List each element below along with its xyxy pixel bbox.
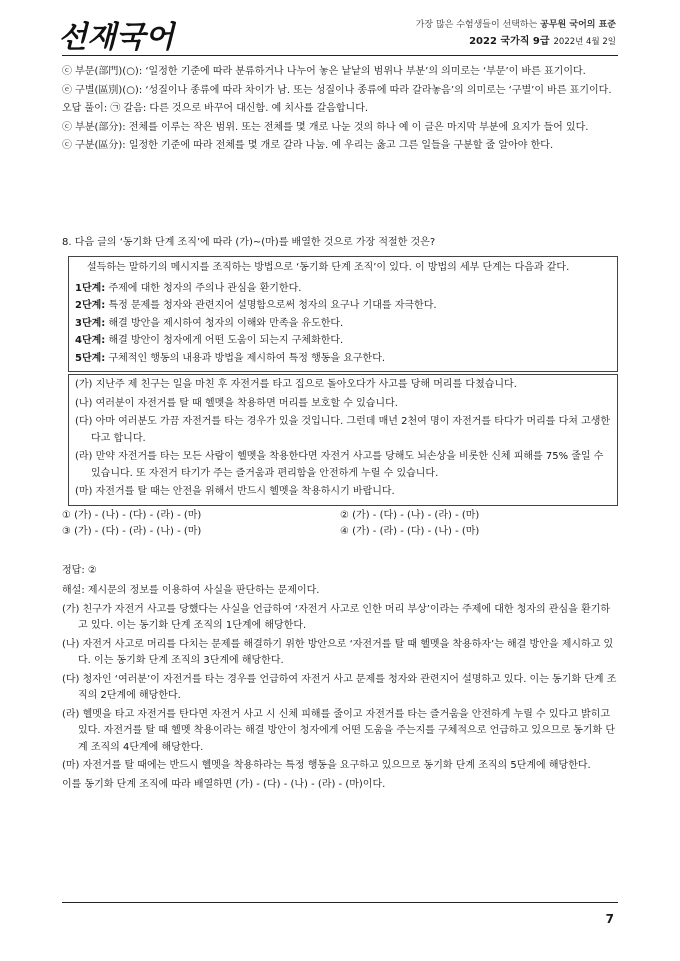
option-3: ③ (가) - (다) - (라) - (나) - (마) xyxy=(62,526,202,537)
passage-item: (가) 지난주 제 친구는 일을 마친 후 자전거를 타고 집으로 돌아오다가 사고를 당해 머리를 다쳤습니다. xyxy=(75,379,517,390)
header-info xyxy=(416,18,616,50)
passage-item: (다) 아마 여러분도 가끔 자전거를 타는 경우가 있을 것입니다. 그런데 매년 2천여 명이 자전거를 타다가 머리를 다쳐 고생한다고 합니다. xyxy=(75,416,611,444)
passage-item: (라) 만약 자전거를 타는 모든 사람이 헬멧을 착용한다면 자전거 사고를 당해도 뇌손상을 비롯한 신체 피해를 75% 줄일 수 있습니다. 또 자전거 타기가 주는 즐거움과 편리함을 안전하게 누릴 수 있습니다. xyxy=(75,451,604,479)
page-content xyxy=(62,64,618,795)
exam-title: 2022 국가직 9급 xyxy=(469,36,550,47)
explanation-line: (나) 자전거 사고로 머리를 다치는 문제를 해결하기 위한 방안으로 ‘자전거를 탈 때 헬멧을 착용하자’는 해결 방안을 제시하고 있다. 이는 동기화 단계 조직의 3단계에 해당한다. xyxy=(62,638,614,666)
prev-line: 오답 풀이: ㉠ 갈음: 다른 것으로 바꾸어 대신함. 예 치사를 갈음합니다. xyxy=(62,103,369,114)
prev-explanation xyxy=(62,64,618,155)
items-box xyxy=(68,374,618,506)
page-number: 7 xyxy=(605,912,614,926)
passage-box xyxy=(68,256,618,372)
option-1: ① (가) - (나) - (다) - (라) - (마) xyxy=(62,509,202,521)
explanation-line: (가) 친구가 자전거 사고를 당했다는 사실을 언급하여 ‘자전거 사고로 인한 머리 부상’이라는 주제에 대한 청자의 관심을 환기하고 있다. 이는 동기화 단계 조직의 1단계에 해당한다. xyxy=(62,603,611,631)
step-item: 2단계: 특정 문제를 청자와 관련지어 설명함으로써 청자의 요구나 기대를 자극한다. xyxy=(75,300,437,311)
passage-intro: 설득하는 말하기의 메시지를 조직하는 방법으로 ‘동기화 단계 조직’이 있다. 이 방법의 세부 단계는 다음과 같다. xyxy=(87,262,570,273)
svg-text:선재국어: 선재국어 xyxy=(58,20,174,54)
passage-item: (나) 여러분이 자전거를 탈 때 헬멧을 착용하면 머리를 보호할 수 있습니다. xyxy=(75,397,398,409)
prev-line: ⓒ 부문(部門)(○): ‘일정한 기준에 따라 분류하거나 나누어 놓은 낱낱의 범위나 부분’의 의미로는 ‘부문’이 바른 표기이다. xyxy=(62,66,586,77)
explanation-line: (다) 청자인 ‘여러분’이 자전거를 타는 경우를 언급하여 자전거 사고 문제를 청자와 관련지어 설명하고 있다. 이는 동기화 단계 조직의 2단계에 해당한다. xyxy=(62,673,617,701)
explanation xyxy=(62,583,618,793)
step-item: 3단계: 해결 방안을 제시하여 청자의 이해와 만족을 유도한다. xyxy=(75,317,344,329)
explanation-line: (라) 헬멧을 타고 자전거를 탄다면 자전거 사고 시 신체 피해를 줄이고 자전거를 타는 즐거움을 안전하게 누릴 수 있다고 밝히고 있다. 자전거를 탈 때 헬멧 착용이라는 해결 방안이 청자에게 어떤 도움을 주는지를 구체적으로 언급하고 있으므로 동기화 단계 조직의 4단계에 해당한다. xyxy=(62,708,616,753)
answer-label: 정답: ② xyxy=(62,564,97,576)
explanation-line: (마) 자전거를 탈 때에는 반드시 헬멧을 착용하라는 특정 행동을 요구하고 있으므로 동기화 단계 조직의 5단계에 해당한다. xyxy=(62,760,591,771)
exam-info xyxy=(416,34,616,50)
question-text: 8. 다음 글의 ‘동기화 단계 조직’에 따라 (가)~(마)를 배열한 것으로 가장 적절한 것은? xyxy=(62,236,436,248)
explanation-line: 이를 동기화 단계 조직에 따라 배열하면 (가) - (다) - (나) - (라) - (마)이다. xyxy=(62,778,386,790)
step-item: 5단계: 구체적인 행동의 내용과 방법을 제시하여 특정 행동을 요구한다. xyxy=(75,352,386,364)
passage-item: (마) 자전거를 탈 때는 안전을 위해서 반드시 헬멧을 착용하시기 바랍니다. xyxy=(75,486,395,497)
step-item: 1단계: 주제에 대한 청자의 주의나 관심을 환기한다. xyxy=(75,282,302,294)
explanation-line: 해설: 제시문의 정보를 이용하여 사실을 판단하는 문제이다. xyxy=(62,585,320,596)
footer-divider xyxy=(62,902,618,903)
step-item: 4단계: 해결 방안이 청자에게 어떤 도움이 되는지 구체화한다. xyxy=(75,335,344,346)
logo xyxy=(58,18,178,54)
prev-line: ⓒ 구분(區分): 일정한 기준에 따라 전체를 몇 개로 갈라 나눔. 예 우리는 옳고 그른 일들을 구분할 줄 알아야 한다. xyxy=(62,140,554,151)
exam-date: 2022년 4월 2일 xyxy=(553,37,616,47)
prev-line: ⓒ 부분(部分): 전체를 이루는 작은 범위. 또는 전체를 몇 개로 나눈 것의 하나 예 이 글은 마지막 부분에 요지가 들어 있다. xyxy=(62,121,589,133)
header-divider xyxy=(62,55,618,56)
option-4: ④ (가) - (라) - (다) - (나) - (마) xyxy=(340,526,480,537)
option-2: ② (가) - (다) - (나) - (라) - (마) xyxy=(340,509,480,521)
tagline: 가장 많은 수험생들이 선택하는 공무원 국어의 표준 xyxy=(415,20,616,30)
answer-options xyxy=(62,508,618,541)
prev-line: ⓔ 구별(區別)(○): ‘성질이나 종류에 따라 차이가 남. 또는 성질이나 종류에 따라 갈라놓음’의 의미로는 ‘구별’이 바른 표기이다. xyxy=(62,84,612,96)
